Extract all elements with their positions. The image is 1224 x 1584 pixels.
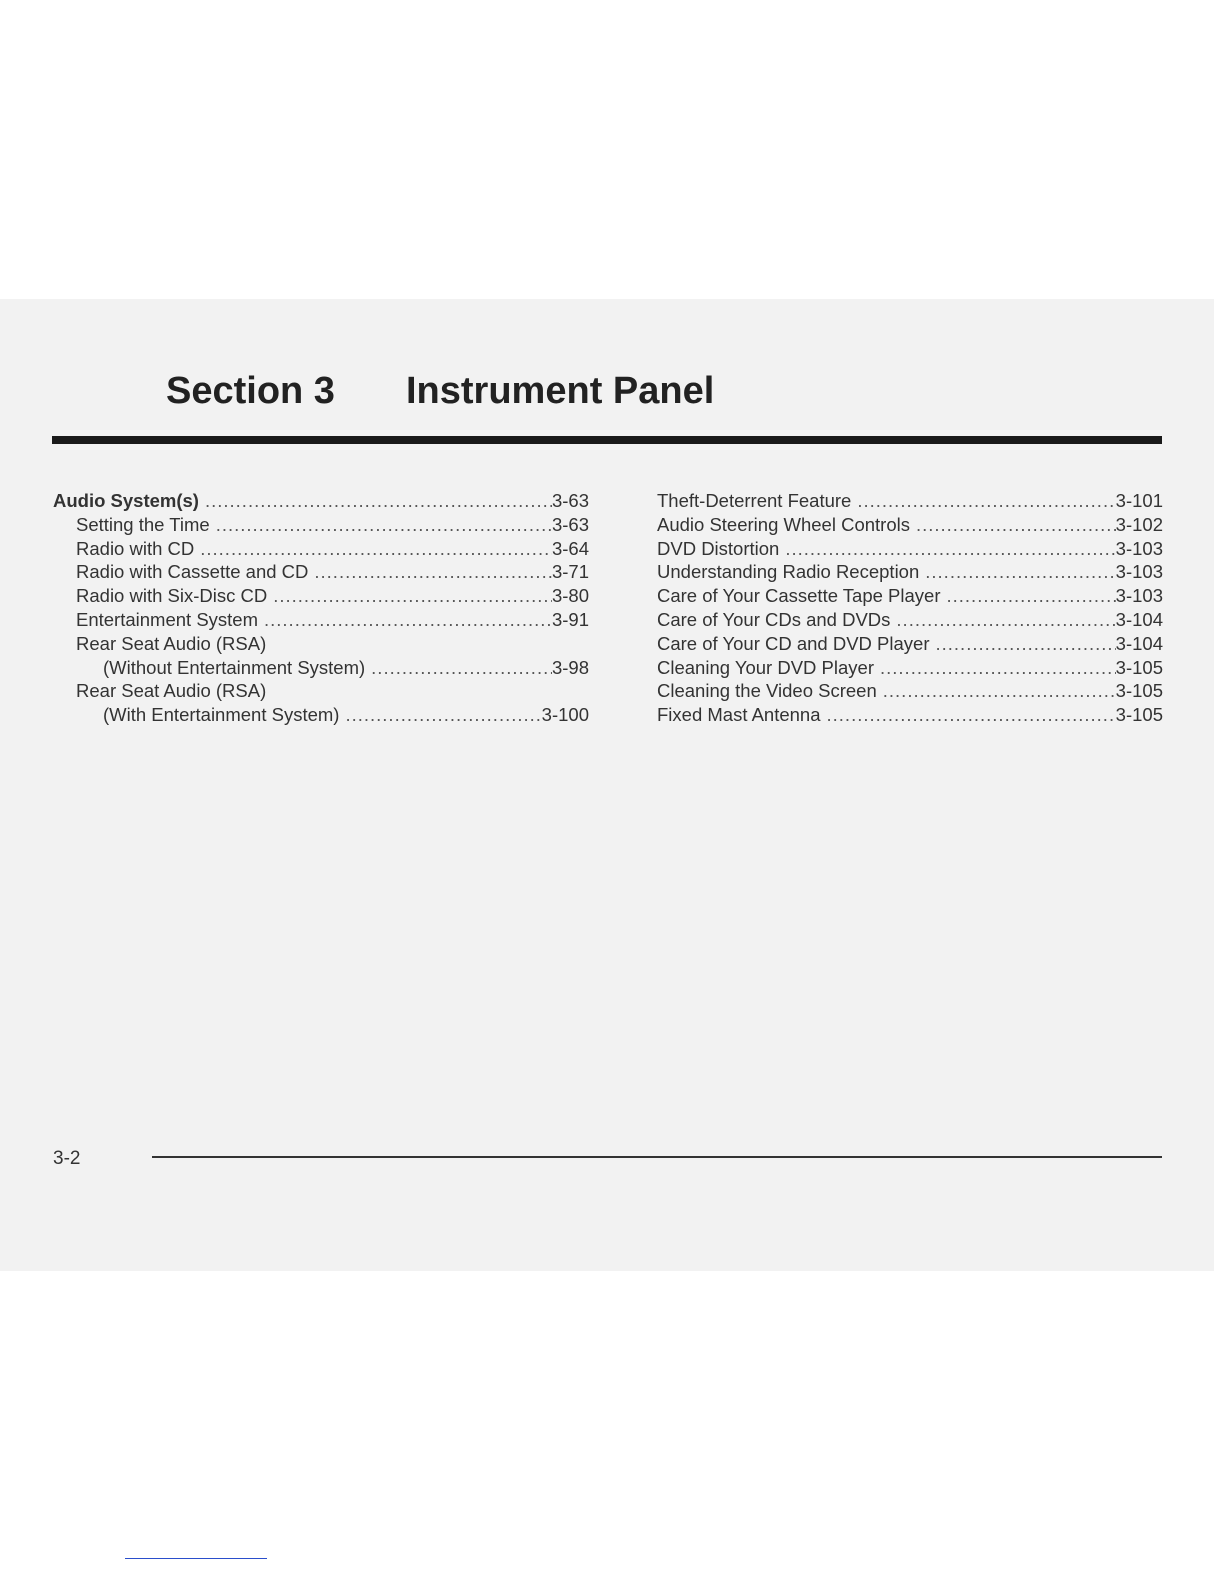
toc-entry[interactable]	[657, 489, 1163, 513]
toc-leader-dots	[200, 537, 552, 561]
toc-leader-dots	[264, 608, 552, 632]
toc-entry-page: 3-103	[1115, 561, 1163, 583]
toc-entry-title: Rear Seat Audio (RSA)	[76, 680, 267, 702]
toc-entry-title: (With Entertainment System)	[103, 704, 340, 726]
toc-entry[interactable]	[657, 608, 1163, 632]
toc-entry-page: 3-71	[551, 561, 589, 583]
toc-entry-title: Theft-Deterrent Feature	[657, 490, 852, 511]
section-label: Section 3	[166, 370, 335, 412]
toc-entry-title: Care of Your CD and DVD Player	[657, 632, 930, 654]
toc-entry-page: 3-64	[551, 537, 589, 559]
toc-leader-dots	[947, 584, 1116, 608]
toc-entry-title: Radio with Six-Disc CD	[76, 585, 268, 607]
toc-entry[interactable]	[53, 489, 589, 513]
toc-leader-dots	[273, 584, 552, 608]
toc-entry[interactable]	[657, 560, 1163, 584]
toc-leader-dots	[883, 679, 1116, 703]
toc-entry[interactable]	[53, 584, 589, 608]
toc-entry-page: 3-100	[541, 704, 589, 726]
toc-leader-dots	[371, 656, 552, 680]
toc-leader-dots	[916, 513, 1116, 537]
toc-entry[interactable]	[657, 513, 1163, 537]
toc-right-column	[657, 489, 1163, 727]
toc-entry[interactable]	[657, 679, 1163, 703]
toc-entry[interactable]	[53, 560, 589, 584]
toc-leader-dots	[936, 632, 1116, 656]
toc-entry-title: Care of Your Cassette Tape Player	[657, 585, 941, 607]
toc-entry-title: Rear Seat Audio (RSA)	[76, 632, 267, 654]
toc-entry-page: 3-104	[1115, 632, 1163, 654]
page-number: 3-2	[53, 1148, 81, 1169]
toc-entry[interactable]	[657, 632, 1163, 656]
toc-entry[interactable]	[53, 679, 589, 703]
toc-leader-dots	[314, 560, 552, 584]
toc-entry-page: 3-105	[1115, 680, 1163, 702]
toc-leader-dots	[925, 560, 1115, 584]
section-heading	[166, 370, 715, 413]
toc-leader-dots	[880, 656, 1116, 680]
toc-entry-page: 3-63	[551, 513, 589, 535]
toc-entry-page: 3-98	[551, 656, 589, 678]
page-background	[0, 299, 1214, 1271]
toc-entry-page: 3-104	[1115, 608, 1163, 630]
toc-entry[interactable]	[657, 584, 1163, 608]
toc-entry-title: Care of Your CDs and DVDs	[657, 608, 891, 630]
toc-entry[interactable]	[53, 703, 589, 727]
toc-entry-page: 3-80	[551, 585, 589, 607]
toc-entry-title: Fixed Mast Antenna	[657, 704, 821, 726]
heading-rule	[52, 436, 1162, 444]
footer-rule	[152, 1156, 1162, 1158]
toc-entry[interactable]	[53, 632, 589, 656]
toc-entry[interactable]	[657, 703, 1163, 727]
toc-entry-title: Cleaning the Video Screen	[657, 680, 877, 702]
toc-left-column	[53, 489, 589, 727]
toc-entry-page: 3-101	[1115, 490, 1163, 511]
toc-entry-title: Radio with CD	[76, 537, 195, 559]
toc-leader-dots	[827, 703, 1116, 727]
toc-leader-dots	[345, 703, 541, 727]
toc-entry-title: Entertainment System	[76, 608, 258, 630]
toc-entry-page: 3-91	[551, 608, 589, 630]
toc-leader-dots	[857, 489, 1115, 513]
toc-entry-title: Audio Steering Wheel Controls	[657, 513, 910, 535]
section-title: Instrument Panel	[406, 370, 715, 412]
toc-entry-title: Cleaning Your DVD Player	[657, 656, 874, 678]
toc-entry[interactable]	[657, 537, 1163, 561]
toc-entry-page: 3-105	[1115, 656, 1163, 678]
toc-leader-dots	[205, 489, 552, 513]
toc-entry-page: 3-103	[1115, 537, 1163, 559]
toc-entry-title: Radio with Cassette and CD	[76, 561, 309, 583]
toc-entry[interactable]	[53, 513, 589, 537]
toc-entry-title: (Without Entertainment System)	[103, 656, 366, 678]
toc-leader-dots	[896, 608, 1115, 632]
toc-entry[interactable]	[53, 537, 589, 561]
toc-entry-title: Setting the Time	[76, 513, 210, 535]
toc-entry-title: Audio System(s)	[53, 490, 199, 511]
toc-entry[interactable]	[657, 656, 1163, 680]
toc-leader-dots	[216, 513, 552, 537]
toc-entry[interactable]	[53, 656, 589, 680]
link-underline	[125, 1558, 267, 1559]
toc-entry-page: 3-105	[1115, 704, 1163, 726]
toc-entry[interactable]	[53, 608, 589, 632]
toc-entry-page: 3-103	[1115, 585, 1163, 607]
toc-leader-dots	[785, 537, 1115, 561]
toc-entry-page: 3-63	[551, 490, 589, 511]
toc-entry-title: DVD Distortion	[657, 537, 780, 559]
toc-entry-page: 3-102	[1115, 513, 1163, 535]
toc-entry-title: Understanding Radio Reception	[657, 561, 920, 583]
